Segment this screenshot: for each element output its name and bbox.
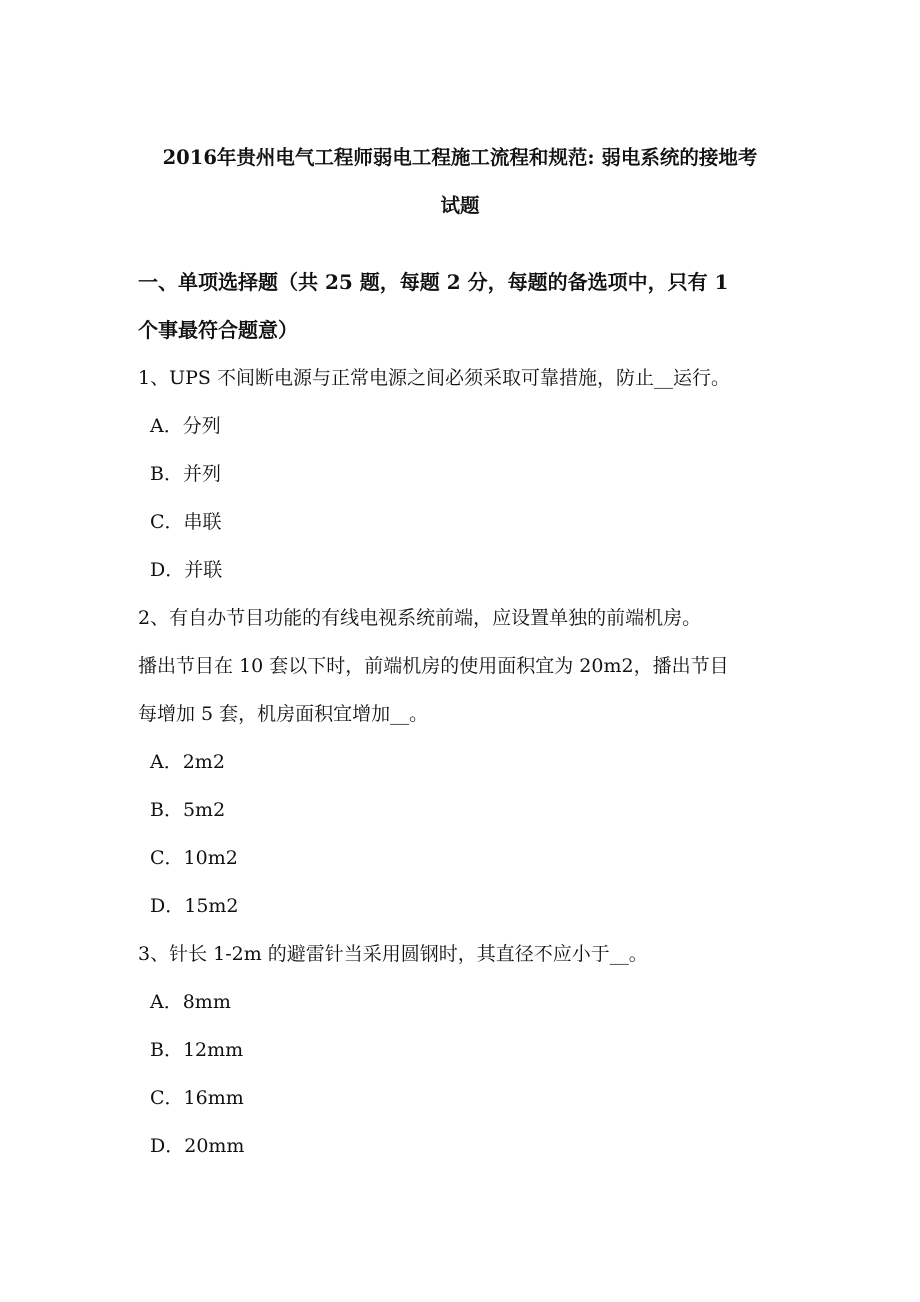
option-b: B．并列 [150, 463, 221, 485]
section-heading-line-2: 个事最符合题意） [138, 318, 298, 342]
option-c: C．串联 [150, 511, 222, 533]
question-text: 1、UPS 不间断电源与正常电源之间必须采取可靠措施，防止__运行。 [138, 367, 730, 389]
document-title-line-2: 试题 [440, 194, 480, 217]
question-text: 播出节目在 10 套以下时，前端机房的使用面积宜为 20m2，播出节目 [138, 655, 729, 677]
option-c: C．16mm [150, 1087, 244, 1109]
option-a: A．8mm [150, 991, 231, 1013]
option-a: A．分列 [150, 415, 221, 437]
option-d: D．并联 [150, 559, 223, 581]
question-text: 每增加 5 套，机房面积宜增加__。 [138, 703, 429, 725]
document-title-line-1: 2016年贵州电气工程师弱电工程施工流程和规范: 弱电系统的接地考 [162, 146, 758, 169]
option-c: C．10m2 [150, 847, 238, 869]
option-d: D．20mm [150, 1135, 245, 1157]
question-text: 3、针长 1-2m 的避雷针当采用圆钢时，其直径不应小于__。 [138, 943, 648, 965]
option-a: A．2m2 [150, 751, 225, 773]
section-heading-line-1: 一、单项选择题（共 25 题，每题 2 分，每题的备选项中，只有 1 [138, 270, 729, 294]
question-text: 2、有自办节目功能的有线电视系统前端，应设置单独的前端机房。 [138, 607, 702, 629]
option-b: B．12mm [150, 1039, 244, 1061]
option-b: B．5m2 [150, 799, 226, 821]
option-d: D．15m2 [150, 895, 239, 917]
